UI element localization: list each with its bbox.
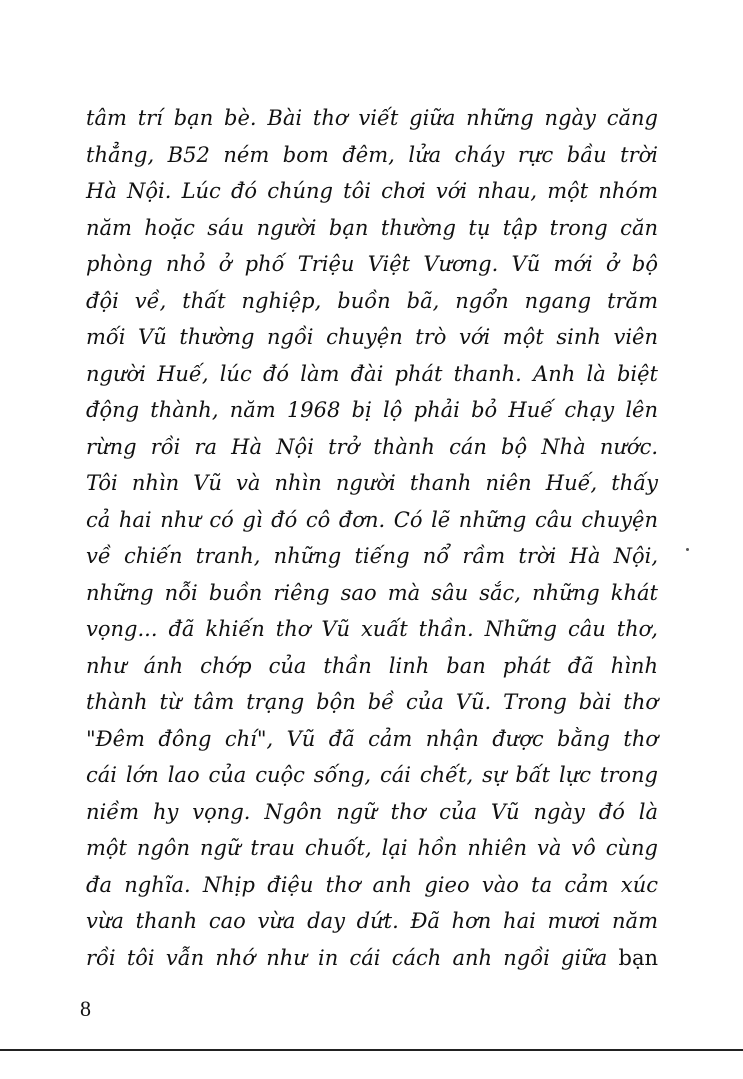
text-line: Tôi nhìn Vũ và nhìn người thanh niên Huế, thấy <box>86 471 658 495</box>
text-line: về chiến tranh, những tiếng nổ rầm trời Hà Nội, <box>86 544 658 568</box>
print-speck <box>686 548 689 551</box>
body-text <box>86 100 658 976</box>
text-line: mối Vũ thường ngồi chuyện trò với một sinh viên <box>86 325 658 349</box>
text-line: rừng rồi ra Hà Nội trở thành cán bộ Nhà nước. <box>86 434 658 459</box>
text-line: động thành, năm 1968 bị lộ phải bỏ Huế chạy lên <box>86 398 658 422</box>
text-line: thẳng, B52 ném bom đêm, lửa cháy rực bầu trời <box>86 142 658 167</box>
text-line: thành từ tâm trạng bộn bề của Vũ. Trong bài thơ <box>86 690 658 714</box>
text-line: Hà Nội. Lúc đó chúng tôi chơi với nhau, một nhóm <box>86 179 658 203</box>
text-line: một ngôn ngữ trau chuốt, lại hồn nhiên và vô cùng <box>86 836 658 860</box>
text-line: cả hai như có gì đó cô đơn. Có lẽ những câu chuyện <box>86 507 658 532</box>
text-line: niềm hy vọng. Ngôn ngữ thơ của Vũ ngày đó là <box>86 799 658 824</box>
last-line-italic: rồi tôi vẫn nhớ như in cái cách anh ngồi giữa <box>86 945 608 970</box>
text-line: cái lớn lao của cuộc sống, cái chết, sự bất lực trong <box>86 763 658 787</box>
text-line: người Huế, lúc đó làm đài phát thanh. Anh là biệt <box>86 361 658 386</box>
text-line: những nỗi buồn riêng sao mà sâu sắc, những khát <box>86 580 658 605</box>
text-line: đội về, thất nghiệp, buồn bã, ngổn ngang trăm <box>86 288 658 313</box>
bottom-rule <box>0 1049 743 1051</box>
text-line-last <box>86 940 658 977</box>
text-line: vừa thanh cao vừa day dứt. Đã hơn hai mươi năm <box>86 909 658 933</box>
text-line: như ánh chớp của thần linh ban phát đã hình <box>86 653 658 678</box>
text-line: tâm trí bạn bè. Bài thơ viết giữa những ngày căng <box>86 106 658 130</box>
text-line: năm hoặc sáu người bạn thường tụ tập trong căn <box>86 215 658 240</box>
text-line: vọng... đã khiến thơ Vũ xuất thần. Những câu thơ, <box>86 617 658 641</box>
page-number: 8 <box>80 996 91 1021</box>
text-line: "Đêm đông chí", Vũ đã cảm nhận được bằng thơ <box>86 726 658 751</box>
last-line-upright: bạn <box>618 945 658 970</box>
text-line: đa nghĩa. Nhịp điệu thơ anh gieo vào ta cảm xúc <box>86 872 658 897</box>
text-line: phòng nhỏ ở phố Triệu Việt Vương. Vũ mới ở bộ <box>86 252 658 276</box>
